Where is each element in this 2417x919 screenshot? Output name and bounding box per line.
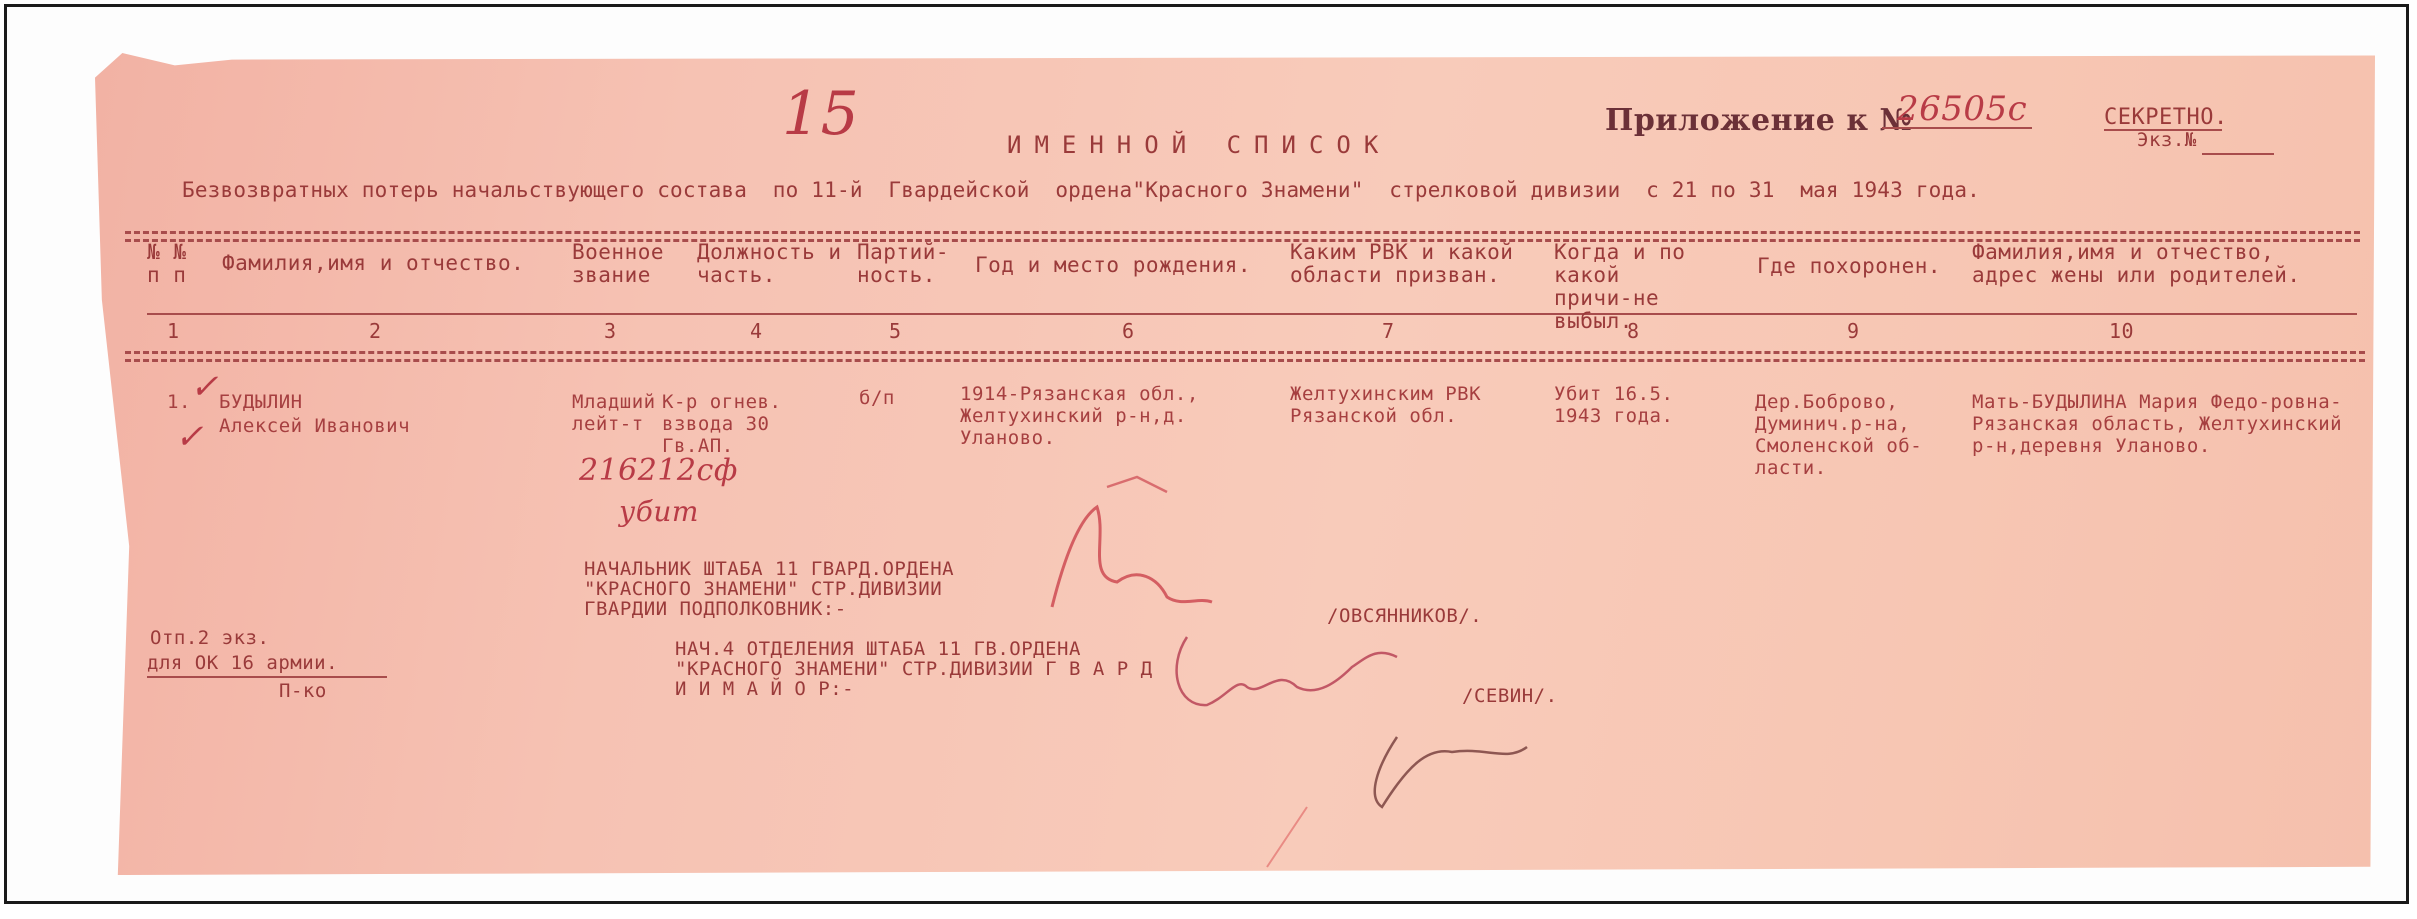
row-relatives: Мать-БУДЫЛИНА Мария Федо-ровна-Рязанская область, Желтухинский р-н,деревня Уланово. xyxy=(1972,391,2343,457)
col-header-when: Когда и по какой причи-не выбыл. xyxy=(1554,240,1686,333)
col-number: 8 xyxy=(1627,319,1640,343)
document-subtitle: Безвозвратных потерь начальствующего состава по 11-й Гвардейской ордена"Красного Знамени" стрелковой дивизии с 21 по 31 мая 1943 года. xyxy=(182,178,1981,202)
row-index: 1. xyxy=(167,391,191,413)
department-head-name: /СЕВИН/. xyxy=(1462,685,1558,707)
table-numbers-rule-2 xyxy=(125,359,2365,362)
handwritten-note: 216212сф xyxy=(579,453,738,488)
row-when: Убит 16.5. 1943 года. xyxy=(1554,383,1674,427)
col-header-birth: Год и место рождения. xyxy=(975,253,1252,277)
typist-note: П-ко xyxy=(279,680,327,702)
appendix-underline xyxy=(1882,127,2032,129)
check-mark: ✓ xyxy=(190,367,219,407)
col-header-rank: Военное звание xyxy=(572,240,665,287)
appendix-label: Приложение к № xyxy=(1605,103,1913,138)
row-party: б/п xyxy=(859,387,895,409)
table-header-rule xyxy=(147,313,2357,315)
row-draft: Желтухинским РВК Рязанской обл. xyxy=(1290,383,1482,427)
table-top-rule xyxy=(125,231,2360,234)
col-header-position: Должность и часть. xyxy=(697,240,842,287)
col-number: 2 xyxy=(369,319,382,343)
chief-of-staff-title: НАЧАЛЬНИК ШТАБА 11 ГВАРД.ОРДЕНА "КРАСНОГО ЗНАМЕНИ" СТР.ДИВИЗИИ ГВАРДИИ ПОДПОЛКОВНИК:- xyxy=(584,558,955,620)
department-head-title: НАЧ.4 ОТДЕЛЕНИЯ ШТАБА 11 ГВ.ОРДЕНА "КРАСНОГО ЗНАМЕНИ" СТР.ДИВИЗИИ Г В А Р Д И И М А Й О Р:- xyxy=(675,638,1153,700)
document-frame xyxy=(4,4,2409,904)
col-number: 7 xyxy=(1382,319,1395,343)
handwritten-note: убит xyxy=(619,495,699,528)
row-rank: Младший лейт-т xyxy=(572,391,656,435)
copies-note: Отп.2 экз. xyxy=(150,627,270,649)
copy-underline xyxy=(2202,153,2274,155)
copy-mark: Экз.№ xyxy=(2137,129,2197,151)
check-mark: ✓ xyxy=(175,417,204,457)
paper-sheet xyxy=(95,53,2375,875)
col-number: 5 xyxy=(889,319,902,343)
col-header-relatives: Фамилия,имя и отчество, адрес жены или родителей. xyxy=(1972,240,2301,287)
col-number: 10 xyxy=(2109,319,2135,343)
col-header-name: Фамилия,имя и отчество. xyxy=(222,251,525,275)
folio-number: 15 xyxy=(782,79,860,149)
col-header-draft: Каким РВК и какой области призван. xyxy=(1290,240,1514,287)
col-number: 1 xyxy=(167,319,180,343)
col-header-index: № № п п xyxy=(147,240,187,287)
col-header-party: Партий-ность. xyxy=(857,240,950,287)
col-header-buried: Где похоронен. xyxy=(1757,254,1942,278)
row-position: К-р огнев. взвода 30 Гв.АП. xyxy=(662,391,782,457)
col-number: 3 xyxy=(604,319,617,343)
chief-of-staff-name: /ОВСЯННИКОВ/. xyxy=(1327,605,1483,627)
row-buried: Дер.Боброво, Думинич.р-на, Смоленской об-ласти. xyxy=(1755,391,1923,479)
row-birth: 1914-Рязанская обл., Желтухинский р-н,д. Уланово. xyxy=(960,383,1199,449)
row-surname: БУДЫЛИН xyxy=(219,391,303,413)
destination-note: для ОК 16 армии. xyxy=(147,652,339,674)
secret-mark: СЕКРЕТНО. xyxy=(2104,105,2228,130)
col-number: 6 xyxy=(1122,319,1135,343)
destination-underline xyxy=(147,676,387,678)
col-number: 4 xyxy=(750,319,763,343)
row-given-names: Алексей Иванович xyxy=(219,415,411,437)
document-title: ИМЕННОЙ СПИСОК xyxy=(1007,131,1392,159)
col-number: 9 xyxy=(1847,319,1860,343)
appendix-number: 26505с xyxy=(1897,89,2028,129)
table-numbers-rule xyxy=(125,351,2365,354)
